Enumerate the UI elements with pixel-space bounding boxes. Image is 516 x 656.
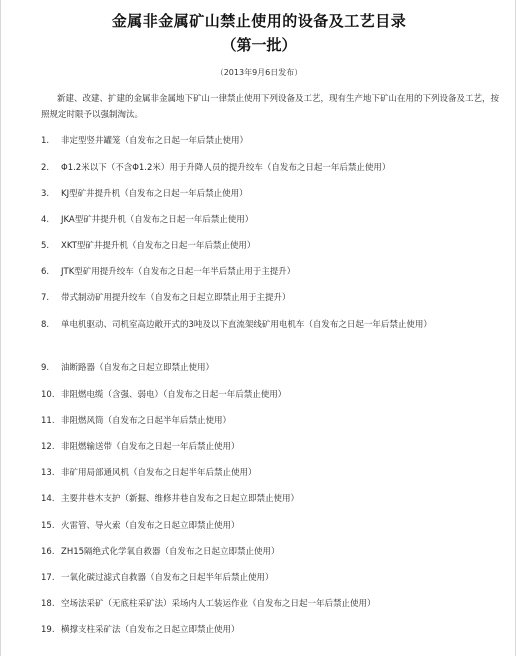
list-item <box>41 491 497 507</box>
item-text: XKT型矿井提升机（自发布之日起一年后禁止使用） <box>61 241 256 251</box>
list-item <box>41 360 497 376</box>
list-item <box>41 544 497 560</box>
item-number: 17. <box>41 573 55 583</box>
list-item <box>41 186 497 202</box>
item-text: Φ1.2米以下（不含Φ1.2米）用于升降人员的提升绞车（自发布之日起一年后禁止使用） <box>61 163 391 173</box>
item-text: 一氧化碳过滤式自救器（自发布之日起半年后禁止使用） <box>61 573 274 583</box>
item-text: 空场法采矿（无底柱采矿法）采场内人工装运作业（自发布之日起一年后禁止使用） <box>61 599 376 609</box>
list-item <box>41 317 497 333</box>
item-text: KJ型矿井提升机（自发布之日起一年后禁止使用） <box>61 189 248 199</box>
list-item <box>41 596 497 612</box>
item-text: 横撑支柱采矿法（自发布之日起立即禁止使用） <box>61 625 240 635</box>
item-number: 12. <box>41 442 55 452</box>
item-number: 18. <box>41 599 55 609</box>
list-item <box>41 439 497 455</box>
item-number: 1. <box>41 136 50 146</box>
item-text: JTK型矿用提升绞车（自发布之日起一年半后禁止用于主提升） <box>61 267 296 277</box>
list-item <box>41 212 497 228</box>
item-number: 10. <box>41 390 55 400</box>
document-title: 金属非金属矿山禁止使用的设备及工艺目录 <box>111 12 407 30</box>
item-number: 2. <box>41 163 50 173</box>
list-item <box>41 238 497 254</box>
item-number: 9. <box>41 363 50 373</box>
list-item <box>41 413 497 429</box>
item-text: 非矿用局部通风机（自发布之日起半年后禁止使用） <box>61 468 257 478</box>
list-item <box>41 264 497 280</box>
list-item <box>41 465 497 481</box>
item-text: 主要井巷木支护（新掘、维修井巷自发布之日起立即禁止使用） <box>61 494 300 504</box>
item-number: 16. <box>41 547 55 557</box>
list-item <box>41 518 497 534</box>
list-item <box>41 133 497 149</box>
item-number: 19. <box>41 625 55 635</box>
item-number: 8. <box>41 320 50 330</box>
item-text: ZH15隔绝式化学氧自救器（自发布之日起立即禁止使用） <box>61 547 280 557</box>
item-number: 11. <box>41 416 55 426</box>
list-item <box>41 570 497 586</box>
item-text: 非定型竖井罐笼（自发布之日起一年后禁止使用） <box>61 136 249 146</box>
item-text: 非阻燃风筒（自发布之日起半年后禁止使用） <box>61 416 232 426</box>
publish-date: （2013年9月6日发布） <box>215 68 303 77</box>
item-number: 6. <box>41 267 50 277</box>
item-number: 13. <box>41 468 55 478</box>
intro-paragraph: 新建、改建、扩建的金属非金属地下矿山一律禁止使用下列设备及工艺，现有生产地下矿山在用的下列设备及工艺，按照规定时限予以强制淘汰。 <box>41 94 500 120</box>
item-text: 带式制动矿用提升绞车（自发布之日起立即禁止用于主提升） <box>61 293 291 303</box>
document-subtitle: （第一批） <box>221 36 297 54</box>
list-item <box>41 290 497 306</box>
item-text: 单电机驱动、司机室高边敞开式的3吨及以下直流架线矿用电机车（自发布之日起一年后禁止使用） <box>61 320 432 330</box>
item-number: 14. <box>41 494 55 504</box>
item-text: 非阻燃电缆（含强、弱电）（自发布之日起一年后禁止使用） <box>61 390 287 400</box>
list-item <box>41 622 497 638</box>
item-number: 4. <box>41 215 50 225</box>
item-number: 7. <box>41 293 50 303</box>
item-text: 油断路器（自发布之日起立即禁止使用） <box>61 363 215 373</box>
list-item <box>41 160 497 176</box>
list-item <box>41 387 497 403</box>
item-text: 非阻燃输送带（自发布之日起一年后禁止使用） <box>61 442 240 452</box>
item-text: 火雷管、导火索（自发布之日起立即禁止使用） <box>61 521 240 531</box>
item-text: JKA型矿井提升机（自发布之日起一年后禁止使用） <box>61 215 254 225</box>
item-number: 3. <box>41 189 50 199</box>
item-number: 5. <box>41 241 50 251</box>
item-number: 15. <box>41 521 55 531</box>
